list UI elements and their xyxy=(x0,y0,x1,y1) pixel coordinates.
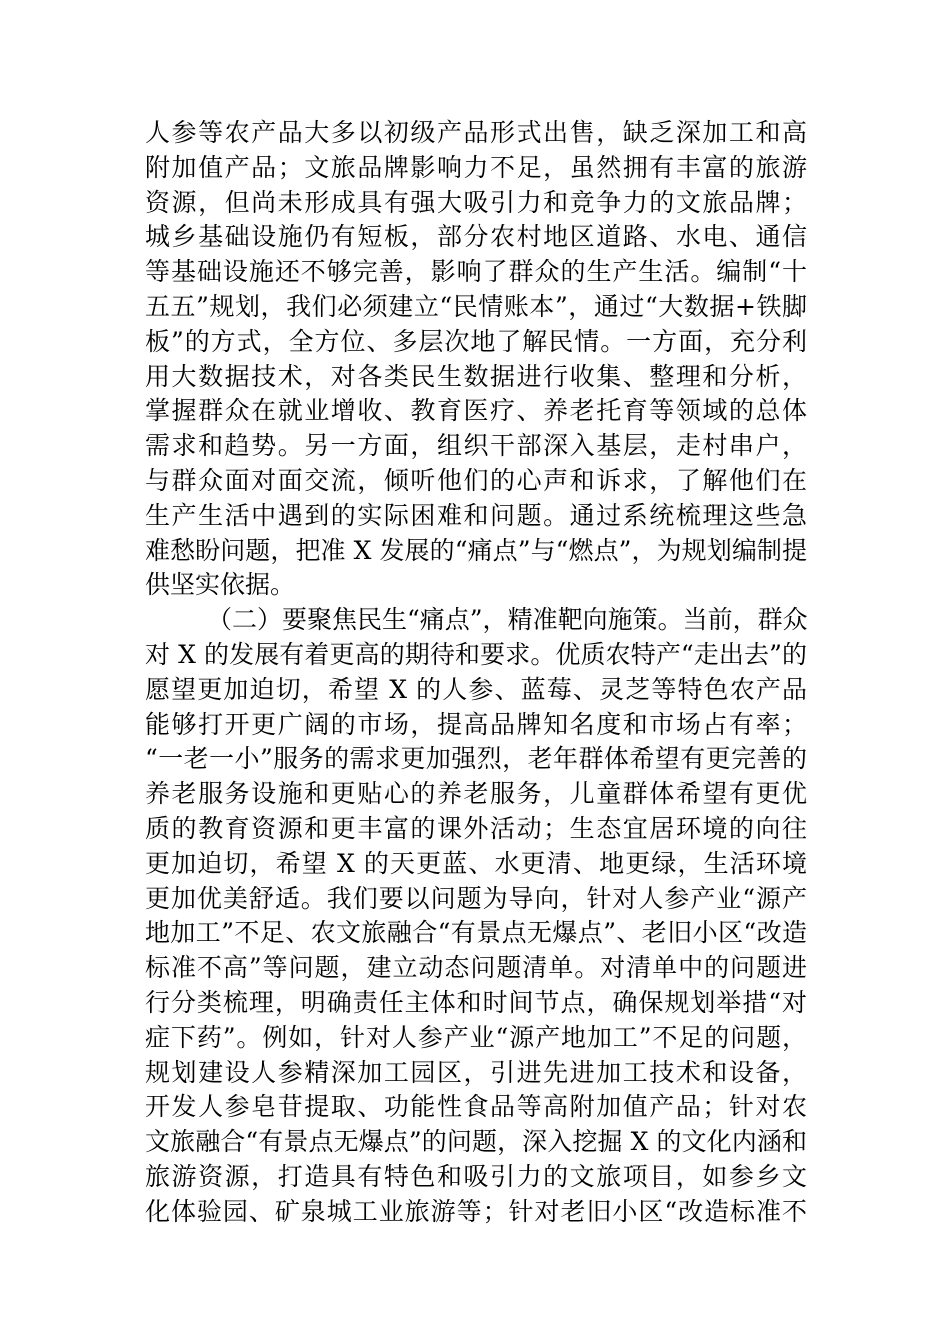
body-text xyxy=(145,116,807,1230)
text-line: 质的教育资源和更丰富的课外活动；生态宜居环境的向往 xyxy=(145,813,807,843)
text-line: 人参等农产品大多以初级产品形式出售，缺乏深加工和高 xyxy=(145,118,807,147)
text-line: 更加优美舒适。我们要以问题为导向，针对人参产业“源产 xyxy=(145,883,807,913)
text-line: 等基础设施还不够完善，影响了群众的生产生活。编制“十 xyxy=(145,257,807,287)
text-line: 五五”规划，我们必须建立“民情账本”，通过“大数据+铁脚 xyxy=(145,291,807,321)
text-line: 行分类梳理，明确责任主体和时间节点，确保规划举措“对 xyxy=(145,987,807,1017)
text-line: 对 X 的发展有着更高的期待和要求。优质农特产“走出去”的 xyxy=(145,639,807,669)
text-line: 城乡基础设施仍有短板，部分农村地区道路、水电、通信 xyxy=(145,222,807,252)
text-line: 掌握群众在就业增收、教育医疗、养老托育等领域的总体 xyxy=(145,396,807,426)
text-line: 更加迫切，希望 X 的天更蓝、水更清、地更绿，生活环境 xyxy=(145,848,807,878)
text-line: 化体验园、矿泉城工业旅游等；针对老旧小区“改造标准不 xyxy=(145,1196,807,1226)
text-line: 资源，但尚未形成具有强大吸引力和竞争力的文旅品牌； xyxy=(145,187,807,217)
text-line: 用大数据技术，对各类民生数据进行收集、整理和分析， xyxy=(145,361,807,391)
text-line: 文旅融合“有景点无爆点”的问题，深入挖掘 X 的文化内涵和 xyxy=(145,1127,807,1157)
text-line: 生产生活中遇到的实际困难和问题。通过系统梳理这些急 xyxy=(145,500,807,530)
text-line: 需求和趋势。另一方面，组织干部深入基层，走村串户， xyxy=(145,431,807,461)
text-line: 能够打开更广阔的市场，提高品牌知名度和市场占有率； xyxy=(145,709,807,739)
text-line: 养老服务设施和更贴心的养老服务，儿童群体希望有更优 xyxy=(145,779,807,809)
text-line: 地加工”不足、农文旅融合“有景点无爆点”、老旧小区“改造 xyxy=(145,918,807,948)
text-line: 症下药”。例如，针对人参产业“源产地加工”不足的问题， xyxy=(145,1022,807,1052)
text-line: 规划建设人参精深加工园区，引进先进加工技术和设备， xyxy=(145,1057,807,1087)
text-line: 难愁盼问题，把准 X 发展的“痛点”与“燃点”，为规划编制提 xyxy=(145,535,807,565)
text-line: 附加值产品；文旅品牌影响力不足，虽然拥有丰富的旅游 xyxy=(145,152,807,182)
text-line: 开发人参皂苷提取、功能性食品等高附加值产品；针对农 xyxy=(145,1092,807,1122)
text-line: 旅游资源，打造具有特色和吸引力的文旅项目，如参乡文 xyxy=(145,1161,807,1191)
text-line: 标准不高”等问题，建立动态问题清单。对清单中的问题进 xyxy=(145,953,807,983)
text-line: 愿望更加迫切，希望 X 的人参、蓝莓、灵芝等特色农产品 xyxy=(145,674,807,704)
text-line: 板”的方式，全方位、多层次地了解民情。一方面，充分利 xyxy=(145,326,807,356)
text-line: 与群众面对面交流，倾听他们的心声和诉求，了解他们在 xyxy=(145,465,807,495)
paragraph-end-line: 供坚实依据。 xyxy=(145,570,296,600)
section-heading-line: （二）要聚焦民生“痛点”，精准靶向施策。当前，群众 xyxy=(207,605,808,635)
text-line: “一老一小”服务的需求更加强烈，老年群体希望有更完善的 xyxy=(145,744,807,774)
